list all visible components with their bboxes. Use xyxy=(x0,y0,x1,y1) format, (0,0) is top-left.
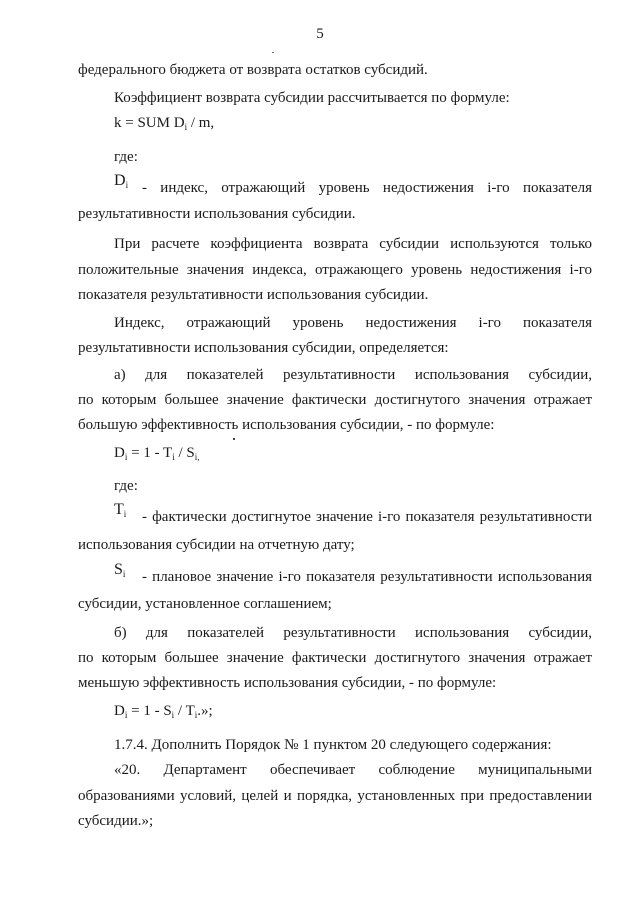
formula-d-b: $D_i = 1 - S_i / T_i$.»; xyxy=(114,703,213,720)
definition-s xyxy=(78,563,592,587)
formula-d-a: $D_i = 1 - T_i / S_{i,}$ xyxy=(114,445,200,462)
definition-text: - фактически достигнутое значение i-го показателя результативности xyxy=(142,509,592,525)
text-line: положительные значения индекса, отражающего уровень недостижения i-го xyxy=(78,262,592,278)
symbol-s: $S_i$ xyxy=(114,561,126,579)
text-line: показателя результативности использования субсидии. xyxy=(78,287,429,303)
text-line: использования субсидии на отчетную дату; xyxy=(78,537,355,553)
definition-d xyxy=(78,174,592,196)
text-line: федерального бюджета от возврата остатков субсидий. xyxy=(78,62,428,78)
text-line: Индекс, отражающий уровень недостижения i-го показателя xyxy=(114,315,592,331)
text-line: образованиями условий, целей и порядка, установленных при предоставлении xyxy=(78,788,592,804)
formula-part: k = SUM D xyxy=(114,115,185,131)
text-line: субсидии.»; xyxy=(78,813,154,829)
text-line: где: xyxy=(114,149,138,165)
definition-t xyxy=(78,503,592,527)
text-line: субсидии, установленное соглашением; xyxy=(78,596,332,612)
scan-speck xyxy=(272,52,274,53)
text-line: а) для показателей результативности использования субсидии, xyxy=(114,367,592,383)
text-line: меньшую эффективность использования субсидии, - по формуле: xyxy=(78,675,497,691)
text-line: большую эффективность использования субсидии, - по формуле: xyxy=(78,417,495,433)
symbol-t: $T_i$ xyxy=(114,501,127,519)
text-line: результативности использования субсидии. xyxy=(78,206,356,222)
formula-part: / m, xyxy=(187,115,215,131)
text-line: б) для показателей результативности использования субсидии, xyxy=(114,625,592,641)
text-line: Коэффициент возврата субсидии рассчитывается по формуле: xyxy=(114,90,510,106)
text-line: 1.7.4. Дополнить Порядок № 1 пунктом 20 следующего содержания: xyxy=(114,737,552,753)
text-line: результативности использования субсидии, определяется: xyxy=(78,340,449,356)
text-line: по которым большее значение фактически достигнутого значения отражает xyxy=(78,392,592,408)
symbol-d: $D_i$ xyxy=(114,172,129,190)
text-line: При расчете коэффициента возврата субсидии используются только xyxy=(114,236,592,252)
formula-k xyxy=(114,113,214,137)
scan-speck xyxy=(233,438,235,440)
text-line: где: xyxy=(114,478,138,494)
page-number: 5 xyxy=(316,26,324,42)
formula-subscript: i xyxy=(184,122,188,132)
definition-text: - плановое значение i-го показателя результативности использования xyxy=(142,569,592,585)
text-line: «20. Департамент обеспечивает соблюдение муниципальными xyxy=(114,762,592,778)
definition-text: - индекс, отражающий уровень недостижения i-го показателя xyxy=(142,180,592,196)
text-line: по которым большее значение фактически достигнутого значения отражает xyxy=(78,650,592,666)
